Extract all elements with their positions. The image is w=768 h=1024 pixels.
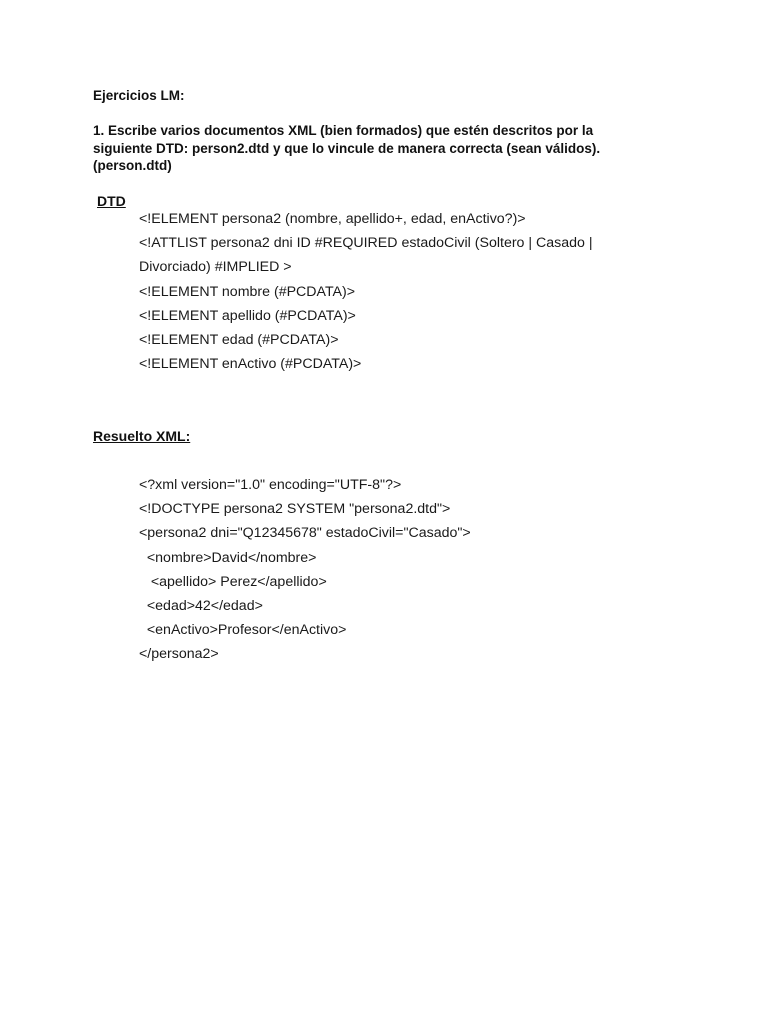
xml-heading: Resuelto XML: [93,428,191,444]
xml-line: <nombre>David</nombre> [139,549,317,566]
document-title: Ejercicios LM: [93,88,185,103]
xml-line: <apellido> Perez</apellido> [139,573,327,590]
xml-line: <?xml version="1.0" encoding="UTF-8"?> [139,477,402,493]
dtd-line: Divorciado) #IMPLIED > [139,259,292,276]
dtd-line: <!ELEMENT enActivo (#PCDATA)> [139,356,362,373]
dtd-line: <!ELEMENT persona2 (nombre, apellido+, edad, enActivo?)> [139,211,526,227]
dtd-line: <!ELEMENT nombre (#PCDATA)> [139,283,356,300]
xml-code-block [139,473,471,667]
xml-line: <!DOCTYPE persona2 SYSTEM "persona2.dtd"> [139,501,451,518]
dtd-heading: DTD [97,193,126,209]
exercise-line: 1. Escribe varios documentos XML (bien formados) que estén descritos por la [93,123,594,138]
xml-line: <edad>42</edad> [139,598,263,615]
dtd-line: <!ATTLIST persona2 dni ID #REQUIRED estadoCivil (Soltero | Casado | [139,235,593,252]
exercise-line: siguiente DTD: person2.dtd y que lo vincule de manera correcta (sean válidos). [93,140,601,156]
xml-line: </persona2> [139,646,219,663]
dtd-line: <!ELEMENT apellido (#PCDATA)> [139,307,356,324]
exercise-statement [93,122,653,175]
xml-line: <persona2 dni="Q12345678" estadoCivil="Casado"> [139,525,471,542]
exercise-line: (person.dtd) [93,158,172,173]
xml-line: <enActivo>Profesor</enActivo> [139,622,347,639]
dtd-line: <!ELEMENT edad (#PCDATA)> [139,332,339,349]
dtd-code-block [139,207,593,376]
